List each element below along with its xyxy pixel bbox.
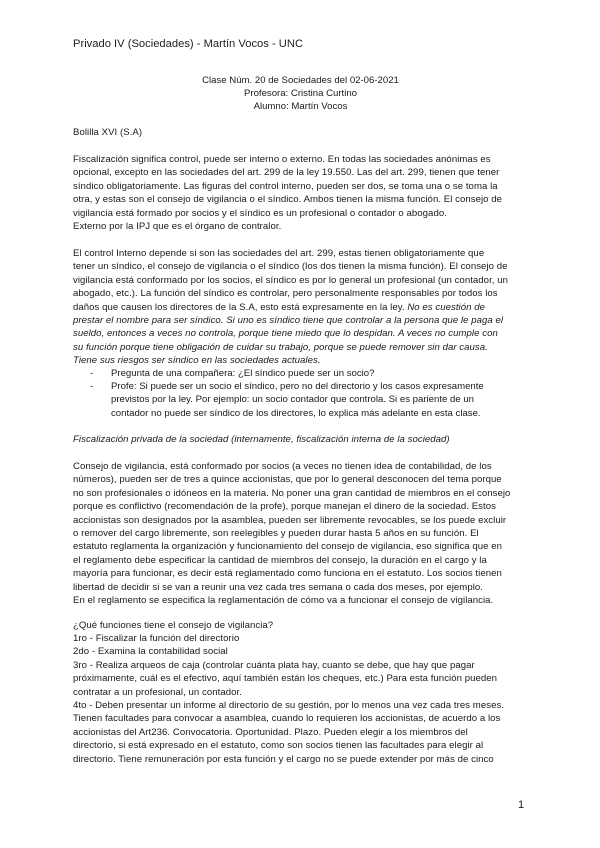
function-item: 3ro - Realiza arqueos de caja (controlar cuánta plata hay, cuanto se debe, que hay que pagar: [73, 659, 475, 671]
text-line: abogado, etc.). La función del síndico es controlar, pero personalmente responsables por todos los: [73, 288, 498, 300]
bullet-dash: -: [90, 368, 94, 379]
text-line: Fiscalización significa control, puede ser interno o externo. En todas las sociedades anónimas es: [73, 154, 491, 165]
text-line: o remover del cargo libremente, son reelegibles y pueden durar hasta 5 años en su función. El: [73, 528, 479, 540]
text-line: directorio, si está expresado en el estatuto, como son socios tienen las facultades para elegir al: [73, 740, 484, 752]
paragraph-fiscalizacion: [73, 153, 528, 233]
bullet-question: [90, 367, 528, 380]
text-line: otra, y estas son el consejo de vigilancia o el síndico. Ambos tienen la misma función. El consejo de: [73, 194, 503, 206]
text-line: no son profesionales o idóneos en la materia. No poner una gran cantidad de miembros en el consejo: [73, 487, 511, 499]
class-title: Clase Núm. 20 de Sociedades del 02-06-2021: [202, 75, 399, 86]
text-line: contratar a un profesional, un contador.: [73, 686, 242, 698]
text-line: El control Interno depende si son las sociedades del art. 299, estas tienen obligatoriamente que: [73, 248, 485, 259]
functions-question: ¿Qué funciones tiene el consejo de vigilancia?: [73, 620, 274, 631]
page-header: Privado IV (Sociedades) - Martín Vocos - UNC: [73, 38, 304, 50]
text-line-italic: Tiene sus riesgos ser síndico en las sociedades actuales.: [73, 355, 321, 367]
text-line: Tienen facultades para convocar a asamblea, cuando lo requieren los accionistas, de acuerdo a los: [73, 713, 501, 725]
text-line: previstos por la ley. Por ejemplo: un socio contador que controla. Si es pariente de un: [111, 394, 474, 406]
text-line: libertad de decidir si se van a reunir una vez cada tres semana o cada dos meses, por ejemplo.: [73, 581, 483, 593]
text-line: Externo por la IPJ que es el órgano de contralor.: [73, 221, 282, 233]
text-line: próximamente, cuál es el efectivo, aquí también están los cheques, etc.) Para esta función pueden: [73, 673, 498, 685]
bullet-answer: [90, 380, 528, 420]
text-line: En el reglamento se especifica la reglamentación de cómo va a funcionar el consejo de vigilancia.: [73, 595, 494, 607]
text-line: contador no puede ser síndico de los directores, lo explica más adelante en esta clase.: [111, 407, 481, 419]
bullet-text: [111, 380, 528, 420]
text-line: estatuto reglamenta la organización y funcionamiento del consejo de vigilancia, eso significa que en: [73, 541, 502, 553]
text-line-italic: prestar el nombre para ser síndico. Si uno es síndico tiene que controlar a la persona que le paga el: [73, 315, 504, 327]
text-line: números), pueden ser de tres a quince accionistas, que por lo general desconocen del tema porque: [73, 474, 502, 486]
text-line: directorio. Tiene remuneración por esta función y el cargo no se puede extender por más de cinco: [73, 753, 494, 765]
text-line-italic: sueldo, entonces a veces no controla, porque tiene miedo que lo despidan. A veces no cumple con: [73, 328, 498, 340]
text-line: accionistas son designados por la asamblea, pueden ser libremente revocables, se los puede excluir: [73, 514, 507, 526]
bullet-text: Pregunta de una compañera: ¿El síndico puede ser un socio?: [111, 368, 375, 379]
bolilla-heading: Bolilla XVI (S.A): [73, 127, 143, 138]
functions-list: [73, 632, 528, 766]
function-item: 4to - Deben presentar un informe al directorio de su gestión, por lo menos una vez cada tres meses.: [73, 700, 505, 712]
text-line: Profe: Si puede ser un socio el síndico, pero no del directorio y los casos expresamente: [111, 381, 484, 392]
bullet-dash: -: [90, 381, 94, 392]
text-line: el reglamento debe especificar la cantidad de miembros del consejo, la duración en el cargo y la: [73, 554, 487, 566]
text-line: Consejo de vigilancia, está conformado por socios (a veces no tienen idea de contabilidad, de los: [73, 461, 492, 472]
text-line-mixed: [73, 301, 528, 314]
text-line: mayoría para funcionar, es decir está reglamentado como funciona en el estatuto. Los socios tienen: [73, 568, 502, 580]
text-line: accionistas del Art236. Convocatoria. Oportunidad. Plazo. Pueden elegir a los miembros del: [73, 726, 468, 738]
text-line: síndico obligatoriamente. Las figuras del control interno, pueden ser dos, se toma una o se toma la: [73, 180, 498, 192]
professor-line: Profesora: Cristina Curtino: [243, 88, 358, 99]
section-subtitle: Fiscalización privada de la sociedad (internamente, fiscalización interna de la sociedad): [73, 434, 450, 445]
text-line-italic: su función porque tiene obligación de cuidar su trabajo, porque se puede remover sin dar causa.: [73, 341, 488, 353]
text-line: vigilancia está formado por socios y el síndico es un profesional o contador o abogado.: [73, 207, 447, 219]
text-line: tener un síndico, el consejo de vigilancia o el síndico (los dos tienen la misma función). El consejo de: [73, 261, 508, 273]
text-normal: daños que causen los directores de la S.A, esto está expresamente en la ley.: [73, 301, 405, 313]
text-line: porque es conflictivo (recomendación de la profe), porque manejan el dinero de la sociedad. Estos: [73, 501, 496, 513]
text-line: vigilancia está conformado por los socios, el síndico es por lo general un profesional (un contador, un: [73, 274, 508, 286]
paragraph-control-interno: [73, 247, 528, 368]
text-italic: No es cuestión de: [404, 301, 485, 313]
text-line: opcional, excepto en las sociedades del art. 299 de la ley 19.550. Las del art. 299, tienen que tener: [73, 167, 500, 179]
student-line: Alumno: Martín Vocos: [253, 101, 348, 112]
page-number: 1: [518, 799, 525, 811]
function-item: 2do - Examina la contabilidad social: [73, 646, 228, 658]
function-item: 1ro - Fiscalizar la función del directorio: [73, 633, 240, 644]
paragraph-consejo-vigilancia: [73, 460, 528, 607]
